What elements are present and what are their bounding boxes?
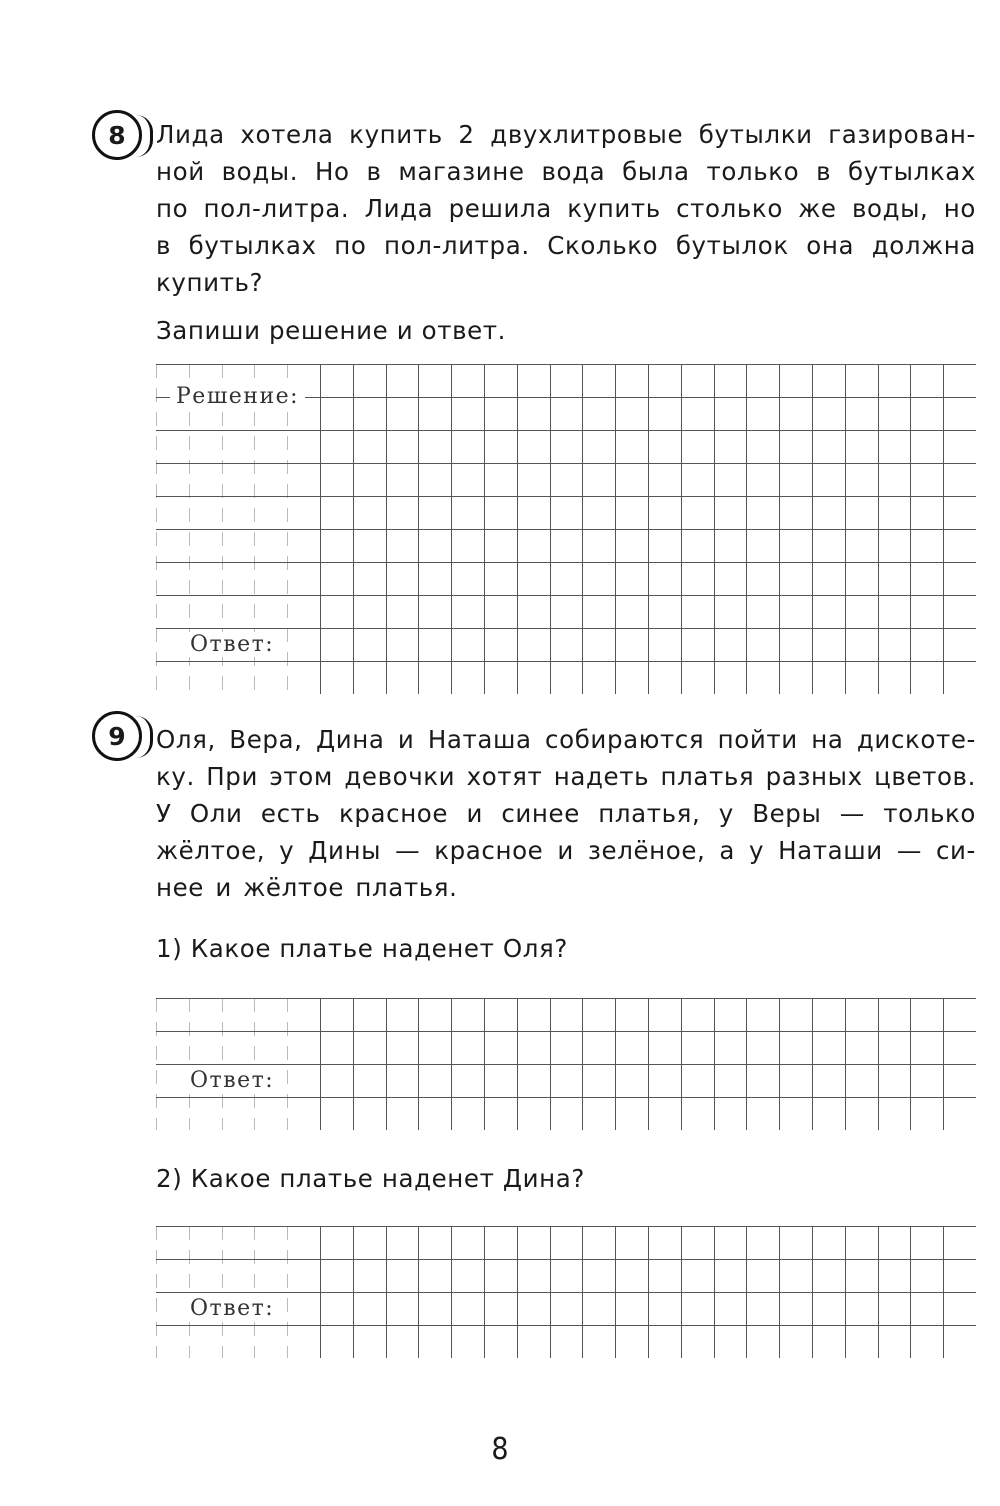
text-line: Лида хотела купить 2 двухлитровые бутылки газирован- bbox=[156, 120, 976, 149]
task-text bbox=[156, 721, 976, 906]
answer-label: Ответ: bbox=[184, 1068, 280, 1093]
instruction: Запиши решение и ответ. bbox=[156, 316, 507, 345]
solution-grid[interactable] bbox=[156, 364, 976, 694]
task-number-badge: 9 bbox=[92, 711, 142, 761]
text-line: в бутылках по пол-литра. Сколько бутылок она должна bbox=[156, 231, 976, 260]
text-line: нее и жёлтое платья. bbox=[156, 873, 458, 902]
text-line: жёлтое, у Дины — красное и зелёное, а у Наташи — си- bbox=[156, 836, 976, 865]
solution-label: Решение: bbox=[170, 384, 305, 409]
answer-label: Ответ: bbox=[184, 1296, 280, 1321]
text-line: Оля, Вера, Дина и Наташа собираются пойти на дискоте- bbox=[156, 725, 976, 754]
answer-label: Ответ: bbox=[184, 632, 280, 657]
text-line: ку. При этом девочки хотят надеть платья разных цветов. bbox=[156, 762, 976, 791]
answer-grid-2[interactable] bbox=[156, 1226, 976, 1358]
grid-lines bbox=[156, 1226, 976, 1358]
text-line: У Оли есть красное и синее платья, у Веры — только bbox=[156, 799, 976, 828]
task-text bbox=[156, 116, 976, 301]
page-number: 8 bbox=[491, 1432, 509, 1467]
text-line: ной воды. Но в магазине вода была только в бутылках bbox=[156, 157, 976, 186]
text-line: по пол-литра. Лида решила купить столько же воды, но bbox=[156, 194, 976, 223]
text-line: купить? bbox=[156, 268, 264, 297]
grid-lines bbox=[156, 998, 976, 1130]
task-number-badge: 8 bbox=[92, 110, 142, 160]
question-2: 2) Какое платье наденет Дина? bbox=[156, 1164, 585, 1193]
question-1: 1) Какое платье наденет Оля? bbox=[156, 934, 568, 963]
answer-grid-1[interactable] bbox=[156, 998, 976, 1130]
